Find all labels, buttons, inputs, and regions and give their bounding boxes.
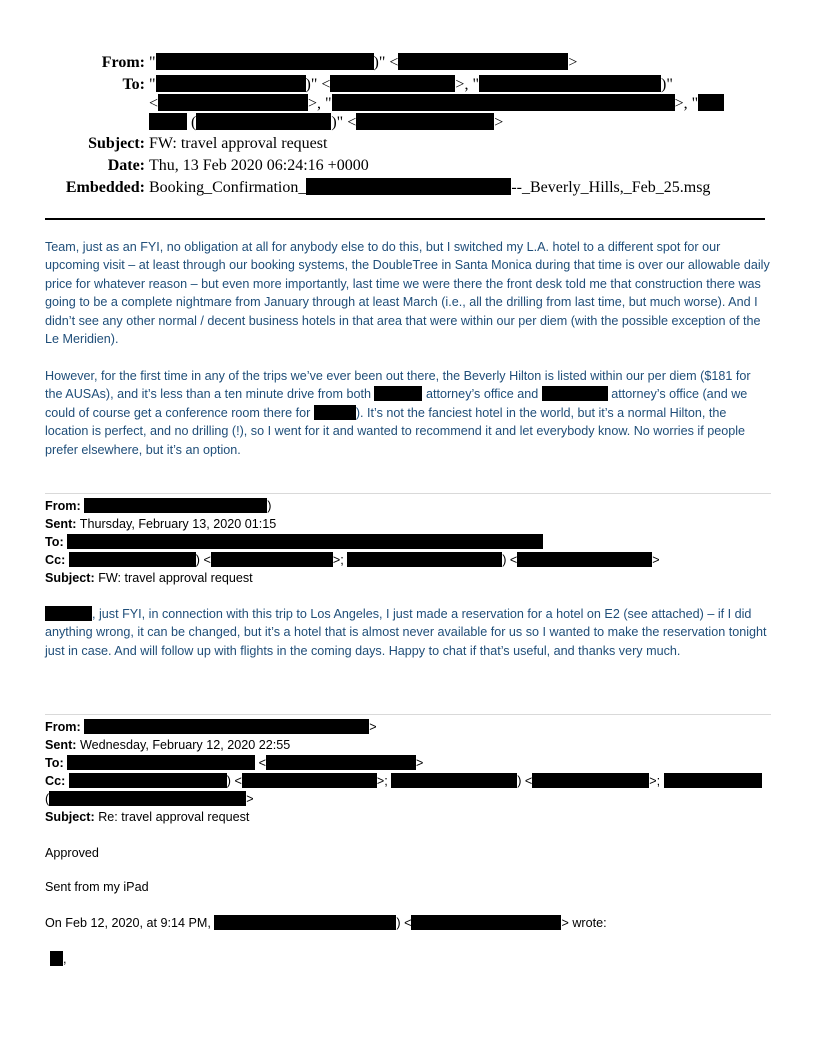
text-fragment: ) < bbox=[517, 774, 533, 788]
text-fragment: attorney’s office (and we could of course get a conference room there for bbox=[45, 387, 748, 420]
text-fragment: >; bbox=[649, 774, 664, 788]
redaction-block bbox=[50, 951, 63, 966]
subject-label: Subject: bbox=[88, 135, 145, 152]
text-fragment: >; bbox=[332, 553, 348, 567]
redaction-block bbox=[149, 113, 187, 130]
redaction-block bbox=[49, 791, 246, 806]
embedded-attachment[interactable] bbox=[149, 177, 710, 199]
redaction-block bbox=[347, 552, 502, 567]
text-fragment: --_Beverly_Hills,_Feb_25.msg bbox=[511, 179, 711, 196]
text-fragment: < bbox=[255, 756, 267, 770]
message3-quote-attribution bbox=[45, 914, 607, 932]
redaction-block bbox=[517, 552, 652, 567]
message2-sent bbox=[45, 515, 276, 533]
message-separator bbox=[45, 714, 771, 715]
redaction-block bbox=[84, 498, 267, 513]
embedded-label: Embedded: bbox=[65, 179, 145, 196]
text-fragment: > bbox=[568, 54, 578, 71]
text-fragment: Wednesday, February 12, 2020 22:55 bbox=[79, 738, 291, 752]
redaction-block bbox=[698, 94, 724, 111]
text-fragment: FW: travel approval request bbox=[98, 571, 253, 585]
date-value: Thu, 13 Feb 2020 06:24:16 +0000 bbox=[149, 157, 369, 174]
redaction-block bbox=[374, 386, 422, 401]
redaction-block bbox=[67, 534, 543, 549]
text-fragment: >; bbox=[376, 774, 392, 788]
redaction-block bbox=[398, 53, 568, 70]
text-fragment: To: bbox=[45, 756, 64, 770]
text-fragment: Sent: bbox=[45, 738, 77, 752]
email-header bbox=[0, 0, 816, 200]
message3-signature: Sent from my iPad bbox=[45, 880, 149, 894]
text-fragment: ( bbox=[191, 114, 197, 131]
to-label: To: bbox=[122, 76, 145, 93]
redaction-block bbox=[479, 75, 661, 92]
redaction-block bbox=[67, 755, 255, 770]
to-value-line3 bbox=[149, 112, 503, 134]
text-fragment: From: bbox=[45, 499, 81, 513]
text-fragment: Subject: bbox=[45, 810, 95, 824]
text-fragment: >, " bbox=[674, 95, 699, 112]
header-divider bbox=[45, 218, 765, 220]
text-fragment: )" < bbox=[373, 54, 399, 71]
redaction-block bbox=[211, 552, 333, 567]
redaction-block bbox=[664, 773, 762, 788]
text-fragment: >, " bbox=[455, 76, 479, 93]
message1-paragraph1: Team, just as an FYI, no obligation at all for anybody else to do this, but I switched my L.A. hotel to a different spot for our upcoming visit – at least through our booking systems, the DoubleTree in Santa Monica during that time is over our allowable daily price for whatever reason – but even more importantly, last time we were there the front desk told me that construction there was going to be a complete nightmare from January through at least March (i.e., all the drilling from last time, but much worse). And I didn’t see any other normal / decent business hotels in that area that were within our per diem (with the possible exception of the Le Meridien). bbox=[45, 240, 770, 347]
text-fragment: On Feb 12, 2020, at 9:14 PM, bbox=[45, 916, 215, 930]
text-fragment: > bbox=[652, 553, 660, 567]
message2-cc bbox=[45, 551, 660, 569]
text-fragment: ( bbox=[45, 792, 50, 806]
redaction-block bbox=[532, 773, 649, 788]
redaction-block bbox=[266, 755, 416, 770]
text-fragment: ) bbox=[267, 499, 272, 513]
redaction-block bbox=[156, 75, 306, 92]
from-label: From: bbox=[101, 54, 145, 71]
text-fragment: > bbox=[369, 720, 377, 734]
text-fragment: ). It’s not the fanciest hotel in the world, but it’s a normal Hilton, the location is perfect, and no drilling (!), so I went for it and wanted to recommend it and let everybody know. No worries if people prefer elsewhere, but it’s an option. bbox=[45, 405, 746, 457]
message3-quoted-greeting bbox=[50, 950, 67, 968]
redaction-block bbox=[356, 113, 494, 130]
redaction-block bbox=[542, 386, 608, 401]
text-fragment: Cc: bbox=[45, 774, 66, 788]
text-fragment: )" < bbox=[331, 114, 357, 131]
text-fragment: Re: travel approval request bbox=[98, 810, 250, 824]
text-fragment: > bbox=[416, 756, 424, 770]
message3-subject bbox=[45, 808, 249, 826]
text-fragment: < bbox=[149, 95, 159, 112]
redaction-block bbox=[196, 113, 331, 130]
redaction-block bbox=[158, 94, 308, 111]
text-fragment: > wrote: bbox=[561, 916, 607, 930]
text-fragment: , bbox=[63, 952, 67, 966]
text-fragment: From: bbox=[45, 720, 81, 734]
message3-to bbox=[45, 754, 423, 772]
text-fragment: , just FYI, in connection with this trip to Los Angeles, I just made a reservation for a hotel on E2 (see attached) – if I did anything wrong, it can be changed, but it’s a hotel that is almost never available for us so I wanted to make the reservation tonight just in case. And will follow up with flights in the coming days. Happy to chat if that’s useful, and thanks very much. bbox=[45, 607, 767, 658]
message3-cc bbox=[45, 772, 762, 790]
redaction-block bbox=[332, 94, 675, 111]
message2-from bbox=[45, 497, 271, 515]
text-fragment: " bbox=[149, 54, 156, 71]
subject-value: FW: travel approval request bbox=[149, 135, 328, 152]
redaction-block bbox=[69, 773, 227, 788]
redaction-block bbox=[242, 773, 377, 788]
redaction-block bbox=[391, 773, 517, 788]
text-fragment: ) < bbox=[226, 774, 242, 788]
message-separator bbox=[45, 493, 771, 494]
text-fragment: Subject: bbox=[45, 571, 95, 585]
text-fragment: ) < bbox=[502, 553, 518, 567]
text-fragment: Sent: bbox=[45, 517, 77, 531]
message2-body bbox=[45, 605, 771, 660]
redaction-block bbox=[156, 53, 374, 70]
text-fragment: Thursday, February 13, 2020 01:15 bbox=[79, 517, 277, 531]
message3-from bbox=[45, 718, 377, 736]
redaction-block bbox=[306, 178, 511, 195]
message3-approved: Approved bbox=[45, 846, 99, 860]
redaction-block bbox=[84, 719, 369, 734]
message1-paragraph2 bbox=[45, 367, 771, 459]
message3-cc-line2 bbox=[45, 790, 254, 808]
text-fragment: ) < bbox=[396, 916, 412, 930]
text-fragment: Cc: bbox=[45, 553, 66, 567]
redaction-block bbox=[314, 405, 356, 420]
redaction-block bbox=[214, 915, 396, 930]
text-fragment: ) < bbox=[195, 553, 211, 567]
text-fragment: > bbox=[494, 114, 504, 131]
redaction-block bbox=[69, 552, 196, 567]
text-fragment: > bbox=[246, 792, 254, 806]
text-fragment: )" bbox=[660, 76, 673, 93]
message2-to bbox=[45, 533, 543, 551]
text-fragment: attorney’s office and bbox=[422, 387, 542, 402]
redaction-block bbox=[411, 915, 561, 930]
redaction-block bbox=[330, 75, 455, 92]
text-fragment: However, for the first time in any of the trips we’ve ever been out there, the Beverly Hilton is listed within our per diem ($181 for the AUSAs), and it’s less than a ten minute drive from both bbox=[45, 369, 751, 402]
text-fragment: Booking_Confirmation_ bbox=[149, 179, 307, 196]
text-fragment: )" < bbox=[305, 76, 331, 93]
from-value bbox=[149, 52, 577, 74]
message2-subject bbox=[45, 569, 253, 587]
text-fragment: To: bbox=[45, 535, 64, 549]
message3-sent bbox=[45, 736, 290, 754]
text-fragment: >, " bbox=[308, 95, 332, 112]
redaction-block bbox=[45, 606, 92, 621]
date-label: Date: bbox=[107, 157, 145, 174]
text-fragment: " bbox=[149, 76, 156, 93]
